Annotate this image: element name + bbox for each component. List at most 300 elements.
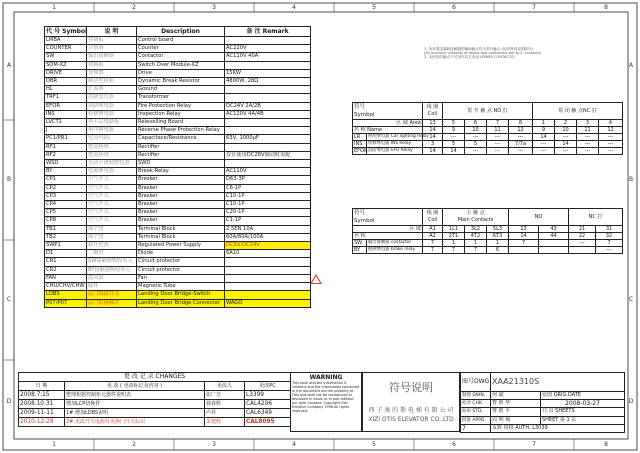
contactor-cell: 7 xyxy=(596,240,623,247)
legend-cn: 汇流条 xyxy=(87,86,137,94)
legend-cn: 整流桥堆 xyxy=(87,151,137,159)
row-letter: D xyxy=(6,398,12,405)
legend-description: Rectifier xyxy=(137,151,225,159)
col-number: 6 xyxy=(452,441,456,448)
legend-remark: C10-1P xyxy=(225,192,311,200)
legend-symbol: INS xyxy=(45,110,87,118)
change-person: 卢祥 xyxy=(205,409,245,418)
contactor-cell: 6 xyxy=(487,247,509,254)
relay-contact-cell: 14 xyxy=(443,148,465,155)
relay-contact-cell: --- xyxy=(555,148,577,155)
change-pc: CAL8095 xyxy=(245,418,291,427)
relay-row xyxy=(353,148,623,155)
check-label: 检对 CHK. xyxy=(461,400,491,408)
drawing-title: 符号说明 xyxy=(389,381,433,394)
contactor-cell: 1 xyxy=(443,240,465,247)
legend-cn: 控制板 xyxy=(87,37,137,45)
legend-symbol: CP1 xyxy=(45,176,87,184)
nc-num: 1 xyxy=(533,120,555,127)
contactor-cell: --- xyxy=(569,240,596,247)
change-person: 朱建辉 xyxy=(205,418,245,427)
legend-remark: C6-1P xyxy=(225,184,311,192)
legend-row xyxy=(45,209,311,217)
legend-cn: 空气开关 xyxy=(87,209,137,217)
legend-row xyxy=(45,151,311,159)
legend-cn: 空气开关 xyxy=(87,184,137,192)
contactor-cell: 7 xyxy=(423,247,443,254)
legend-row xyxy=(45,37,311,45)
nc-num: 4 xyxy=(599,120,623,127)
legend-description: Bresker xyxy=(137,176,225,184)
legend-cn: 自动平滑调整装置 xyxy=(87,160,137,168)
relay-row xyxy=(353,141,623,148)
legend-symbol: SWP1 xyxy=(45,242,87,250)
legend-remark xyxy=(225,160,311,168)
legend-row xyxy=(45,127,311,135)
change-row xyxy=(19,400,291,409)
legend-description: Switch Over Module-XZ xyxy=(137,61,225,69)
relay-contact-cell: --- xyxy=(555,134,577,141)
change-person: 韩春辉 xyxy=(205,400,245,409)
no-num: 43 xyxy=(539,226,569,233)
contactor-name: 输出接触器 contactor xyxy=(367,240,423,247)
company-cn: 西 子 奥 的 斯 电 梯 有 限 公 司 xyxy=(368,407,454,414)
col-number: 2 xyxy=(132,4,136,11)
nc-num: 22 xyxy=(569,233,596,240)
contactor-row xyxy=(353,240,623,247)
no-label: NO xyxy=(509,209,569,226)
legend-symbol: SOM-XZ xyxy=(45,61,87,69)
legend-description: Control board xyxy=(137,37,225,45)
relay-contact-cell: --- xyxy=(599,134,623,141)
coil-num: A1 xyxy=(423,226,443,233)
no-num: 6 xyxy=(465,120,487,127)
legend-cn: 层门短接插件 xyxy=(87,299,137,307)
auth-label: 授权 AUTH. xyxy=(503,424,531,431)
legend-symbol: CP5 xyxy=(45,209,87,217)
sheet-num-label: 页数 xyxy=(492,424,503,431)
legend-description: Ground xyxy=(137,86,225,94)
warning-title: WARNING xyxy=(309,374,343,381)
legend-description: Magnetic Tube xyxy=(137,283,225,291)
coil-label: 线 圈 Coil xyxy=(423,103,443,120)
col-number: 3 xyxy=(212,4,216,11)
legend-remark xyxy=(225,258,311,266)
relay-symbol: EFOR xyxy=(354,148,368,154)
row-letter: A xyxy=(6,62,12,69)
change-col-date: 日 期 xyxy=(19,382,65,391)
legend-row xyxy=(45,184,311,192)
relay-name: 消防继电器 EFO Relay xyxy=(367,148,423,155)
legend-description: Fan xyxy=(137,274,225,282)
legend-remark xyxy=(225,94,311,102)
nc-num: 3 xyxy=(577,120,599,127)
legend-remark: 仅在使用DC28V制动时需配 xyxy=(225,151,311,159)
main-num: 5L3 xyxy=(487,226,509,233)
legend-cn: 相序继电器 xyxy=(87,127,137,135)
legend-row xyxy=(45,283,311,291)
contactor-cell xyxy=(539,247,569,254)
legend-cn: 控制变压器 xyxy=(87,94,137,102)
no-num: 13 xyxy=(509,226,539,233)
legend-symbol: CP8 xyxy=(45,217,87,225)
legend-remark: DC24V 2A/2B xyxy=(225,102,311,110)
legend-description: Drive xyxy=(137,69,225,77)
main-contacts-label: 主 触 点 Main Contacts xyxy=(443,209,509,226)
legend-symbol: LMBA xyxy=(45,37,87,45)
contactor-cell: 1 xyxy=(465,240,487,247)
col-number: 1 xyxy=(52,441,56,448)
contactor-cell: 7 xyxy=(465,247,487,254)
relay-contact-cell: --- xyxy=(577,141,599,148)
legend-cn: 制动电阻箱 xyxy=(87,78,137,86)
legend-symbol: CR2 xyxy=(45,266,87,274)
legend-remark: DC5V-DC24V xyxy=(225,242,311,250)
no-num: 5 xyxy=(443,120,465,127)
legend-row xyxy=(45,192,311,200)
dwg-number: XAA21310S xyxy=(491,373,625,392)
symbol-label: 符号 Symbol xyxy=(353,103,423,120)
legend-description: Transformer xyxy=(137,94,225,102)
area-label: 区 域 xyxy=(353,226,423,233)
relay-contact-cell: --- xyxy=(533,141,555,148)
contactor-cell xyxy=(539,240,569,247)
change-row xyxy=(19,391,291,400)
legend-cn: 变频器 xyxy=(87,69,137,77)
legend-description: Terminal Block xyxy=(137,225,225,233)
legend-remark xyxy=(225,266,311,274)
row-letter: C xyxy=(628,296,634,303)
legend-cn: 输出接触器 xyxy=(87,53,137,61)
legend-row xyxy=(45,94,311,102)
change-desc: 增加LCP切换件 xyxy=(65,400,205,409)
col-number: 8 xyxy=(604,441,608,448)
header-remark: 备 注 Remark xyxy=(225,27,311,37)
legend-description: Diode xyxy=(137,250,225,258)
legend-description: Landing Door Bridge-Switch xyxy=(137,291,225,299)
relay-contact-cell: --- xyxy=(599,141,623,148)
legend-remark: 60A/80A/100A xyxy=(225,233,311,241)
legend-row xyxy=(45,225,311,233)
header-cn: 说 明 xyxy=(87,27,137,37)
legend-description: Fire Protection Relay xyxy=(137,102,225,110)
legend-row xyxy=(45,160,311,168)
header-symbol: 代 号 Symbol xyxy=(46,28,88,35)
no-num: 10 xyxy=(465,127,487,134)
change-date: 2009-11-11 xyxy=(19,409,65,418)
nc-label: NC 打 xyxy=(569,209,623,226)
legend-row xyxy=(45,61,311,69)
relay-contact-cell: --- xyxy=(487,148,509,155)
legend-remark: 2.5EN 10A xyxy=(225,225,311,233)
coil-num: 13 xyxy=(423,120,443,127)
orig-date-label: 原图 ORIG.DATE xyxy=(541,392,625,400)
note-line: 2. 未使用的触点不可用作其它用途 (SPARE CONTACTS) xyxy=(424,55,515,59)
relay-symbol: INS xyxy=(353,141,367,148)
contactor-cell: 7 xyxy=(443,247,465,254)
legend-symbol: TB1 xyxy=(45,225,87,233)
col-number: 2 xyxy=(132,441,136,448)
legend-description: Contactor xyxy=(137,53,225,61)
warning-text: This work and the information it contains and the information contained in the document are the property of Otis and shall not be reproduced or disclosed in whole or in part without our prior consent. Copyright Otis Elevator Company 1998 All rights reserved. xyxy=(292,381,359,413)
contactor-row xyxy=(353,247,623,254)
legend-remark xyxy=(225,127,311,135)
std-label: 标审 STD. xyxy=(461,408,491,416)
relay-contact-cell: --- xyxy=(577,134,599,141)
main-num: 3L2 xyxy=(465,226,487,233)
legend-remark: AC110V xyxy=(225,168,311,176)
change-date: 2010-12-28 xyxy=(19,418,65,427)
legend-description: Counter xyxy=(137,45,225,53)
relay-contact-cell: --- xyxy=(509,148,533,155)
legend-remark xyxy=(225,283,311,291)
no-num: 14 xyxy=(509,233,539,240)
symbol-label: 符号 Symbol xyxy=(353,209,423,226)
legend-remark: C20-1P xyxy=(225,209,311,217)
legend-remark xyxy=(225,37,311,45)
change-col-pc: 更改PC xyxy=(245,382,291,391)
auth-cell xyxy=(491,424,625,432)
legend-symbol: LDBS xyxy=(45,291,87,299)
legend-cn: SW接触器吸收单元 xyxy=(87,258,137,266)
legend-row xyxy=(45,110,311,118)
legend-description: SWD xyxy=(137,160,225,168)
drawn-label: 制图 DWN. xyxy=(461,392,491,400)
main-num: 2T1 xyxy=(443,233,465,240)
legend-cn: 切换板 xyxy=(87,61,137,69)
relay-contact-cell: --- xyxy=(487,141,509,148)
contactor-cell xyxy=(569,247,596,254)
relay-name: 照明继电器 Car lighting Relay xyxy=(368,134,429,139)
orig-date: 2008-03-27 xyxy=(541,400,625,408)
change-date: 2008.7.15 xyxy=(19,391,65,400)
change-title: 更 改 记 录 CHANGES xyxy=(19,373,291,382)
legend-remark: 63V, 1000μF xyxy=(225,135,311,143)
relay-contact-cell: --- xyxy=(443,134,465,141)
legend-symbol: RF1 xyxy=(45,143,87,151)
legend-cn: 磁环 xyxy=(87,283,137,291)
legend-description: Circuit protector xyxy=(137,258,225,266)
relay-contact-cell: --- xyxy=(577,148,599,155)
relay-contact-cell: --- xyxy=(487,134,509,141)
nc-num: 12 xyxy=(599,127,623,134)
relay-contact-cell: 5 xyxy=(443,141,465,148)
legend-remark: AC110V 40A xyxy=(225,53,311,61)
general-notes xyxy=(424,47,541,59)
contactor-table xyxy=(352,208,623,254)
name-label: 名 称 Name xyxy=(353,127,423,134)
change-pc: L3399 xyxy=(245,391,291,400)
contactor-symbol: BY xyxy=(353,247,367,254)
legend-remark xyxy=(225,61,311,69)
row-letter: A xyxy=(628,62,634,69)
legend-description: Inspection Relay xyxy=(137,110,225,118)
legend-row xyxy=(45,135,311,143)
legend-cn: 再平层电路板 xyxy=(87,119,137,127)
legend-description: Circuit protector xyxy=(137,266,225,274)
change-person: 张广芳 xyxy=(205,391,245,400)
nc-num: 10 xyxy=(555,127,577,134)
legend-cn: 稳压电源 xyxy=(87,242,137,250)
change-row xyxy=(19,418,291,427)
relay-contact-cell: 5 xyxy=(465,141,487,148)
relay-coil: 14 xyxy=(423,148,443,155)
drawn-by: 何 斌 xyxy=(491,392,541,400)
contactor-cell: 7 xyxy=(509,240,539,247)
no-num: 9 xyxy=(443,127,465,134)
legend-remark xyxy=(225,291,311,299)
legend-row xyxy=(45,119,311,127)
change-row xyxy=(19,409,291,418)
legend-cn: 空气开关 xyxy=(87,201,137,209)
sheet-number: 7 xyxy=(461,424,491,432)
legend-symbol: CP4 xyxy=(45,201,87,209)
legend-cn: 空气开关 xyxy=(87,192,137,200)
col-number: 7 xyxy=(532,4,536,11)
col-number: 4 xyxy=(292,441,296,448)
col-number: 4 xyxy=(292,4,296,11)
legend-row xyxy=(45,258,311,266)
col-number: 6 xyxy=(452,4,456,11)
legend-symbol: D1 xyxy=(45,250,87,258)
warning-triangle-icon xyxy=(310,274,322,284)
symbol-legend-table xyxy=(44,26,311,308)
legend-remark: 6A10 xyxy=(225,250,311,258)
legend-symbol: LVCT1 xyxy=(45,119,87,127)
legend-remark: WAGO xyxy=(225,299,311,307)
change-desc: 1#.增加LDBS说明 xyxy=(65,409,205,418)
legend-symbol: J xyxy=(45,127,87,135)
no-num: 7 xyxy=(487,120,509,127)
legend-cn: 电源继电器 xyxy=(87,168,137,176)
legend-symbol: TB2 xyxy=(45,233,87,241)
legend-row xyxy=(45,291,311,299)
change-desc: 2#.更改开关电源并更换门开关标识 xyxy=(65,418,205,427)
name-label: 名 称 xyxy=(353,233,423,240)
relay-coil: 14 xyxy=(423,134,443,141)
dwg-label: 图号DWG xyxy=(461,373,491,392)
relay-contact-cell: --- xyxy=(599,148,623,155)
legend-remark: AC120V 4A/4B xyxy=(225,110,311,118)
legend-row xyxy=(45,86,311,94)
col-number: 1 xyxy=(52,4,56,11)
legend-remark xyxy=(225,119,311,127)
legend-symbol: FAN xyxy=(45,274,87,282)
legend-symbol: TRF1 xyxy=(45,94,87,102)
legend-row xyxy=(45,274,311,282)
legend-remark: 15KW xyxy=(225,69,311,77)
sheets-label: 共 页 SHEETS xyxy=(541,408,625,416)
coil-label: 线 圈 Coil xyxy=(423,209,443,226)
company-en: XIZI OTIS ELEVATOR CO.,LTD xyxy=(368,416,454,423)
no-num: 11 xyxy=(487,127,509,134)
row-letter: B xyxy=(628,176,634,183)
legend-symbol: DBR xyxy=(45,78,87,86)
legend-description: Bresker xyxy=(137,184,225,192)
title-block-table xyxy=(460,372,625,433)
contactor-symbol: SW xyxy=(353,240,367,247)
legend-description: Capacitace/Resistance xyxy=(137,135,225,143)
legend-symbol: DRIVE xyxy=(45,69,87,77)
title-company-block xyxy=(362,372,460,432)
header-description: Description xyxy=(137,27,225,37)
legend-description: Bresker xyxy=(137,217,225,225)
legend-cn: 整流桥堆 xyxy=(87,143,137,151)
legend-row xyxy=(45,176,311,184)
legend-cn: 计数器 xyxy=(87,45,137,53)
legend-row xyxy=(45,53,311,61)
legend-description: Break Relay xyxy=(137,168,225,176)
legend-symbol: CHU/CHV/CHW xyxy=(46,283,85,290)
approved-by: 周 明 城 xyxy=(491,416,541,424)
legend-cn: 空气开关 xyxy=(87,217,137,225)
col-number: 5 xyxy=(372,441,376,448)
nc-num: 21 xyxy=(569,226,596,233)
no-num: 12 xyxy=(509,127,533,134)
change-date: 2008.10.31 xyxy=(19,400,65,409)
change-pc: CAL6349 xyxy=(245,409,291,418)
contactor-cell xyxy=(509,247,539,254)
row-letter: D xyxy=(628,398,634,405)
sheet-label: SHEET 第 1 页 xyxy=(541,416,625,424)
legend-description: Terminal Block xyxy=(137,233,225,241)
legend-description: Reverse Phase Protection Relay xyxy=(137,127,225,135)
legend-description: Bresker xyxy=(137,209,225,217)
legend-cn: 二极管 xyxy=(87,250,137,258)
legend-row xyxy=(45,201,311,209)
change-col-desc: 更 改 ( 更改标记及内容 ) xyxy=(65,382,205,391)
legend-header-row xyxy=(45,27,311,37)
relay-contact-cell: 7/7a xyxy=(509,141,533,148)
relay-contact-table xyxy=(352,102,623,155)
no-num: 44 xyxy=(539,233,569,240)
change-pc: CAL4206 xyxy=(245,400,291,409)
nc-num: 9 xyxy=(533,127,555,134)
legend-row xyxy=(45,168,311,176)
nc-num: 11 xyxy=(577,127,599,134)
warning-block xyxy=(290,372,362,432)
legend-remark: C1-1P xyxy=(225,217,311,225)
col-number: 8 xyxy=(604,4,608,11)
relay-contact-cell: 14 xyxy=(555,141,577,148)
row-letter: C xyxy=(6,296,12,303)
legend-symbol: CR1 xyxy=(45,258,87,266)
note-line: (All auxiliary contacts of relays and contactors are N.O. contacts) xyxy=(424,51,542,55)
legend-row xyxy=(45,233,311,241)
relay-name: 检修继电器 INS Relay xyxy=(367,141,423,148)
auth-value: L3039 xyxy=(532,424,548,431)
legend-symbol: WSD xyxy=(45,160,87,168)
legend-symbol: BY xyxy=(45,168,87,176)
coil-num: A2 xyxy=(423,233,443,240)
legend-row xyxy=(45,78,311,86)
legend-row xyxy=(45,242,311,250)
legend-description: Regulated Power Supply xyxy=(137,242,225,250)
change-record-table xyxy=(18,372,291,427)
col-number: 3 xyxy=(212,441,216,448)
note-line: 1. 所有继电器和接触器的辅助触点均为常开触点 (如有特别说明除外) xyxy=(424,47,534,51)
relay-contact-cell: --- xyxy=(465,134,487,141)
relay-symbol: LR xyxy=(353,134,367,141)
legend-row xyxy=(45,217,311,225)
legend-remark xyxy=(225,86,311,94)
legend-remark: 4800W, 28Ω xyxy=(225,78,311,86)
legend-cn: 检修继电器 xyxy=(87,110,137,118)
legend-symbol: HL xyxy=(45,86,87,94)
legend-cn: 电容/电阻 xyxy=(87,135,137,143)
legend-symbol: SW xyxy=(45,53,87,61)
coil-num: 14 xyxy=(423,127,443,134)
